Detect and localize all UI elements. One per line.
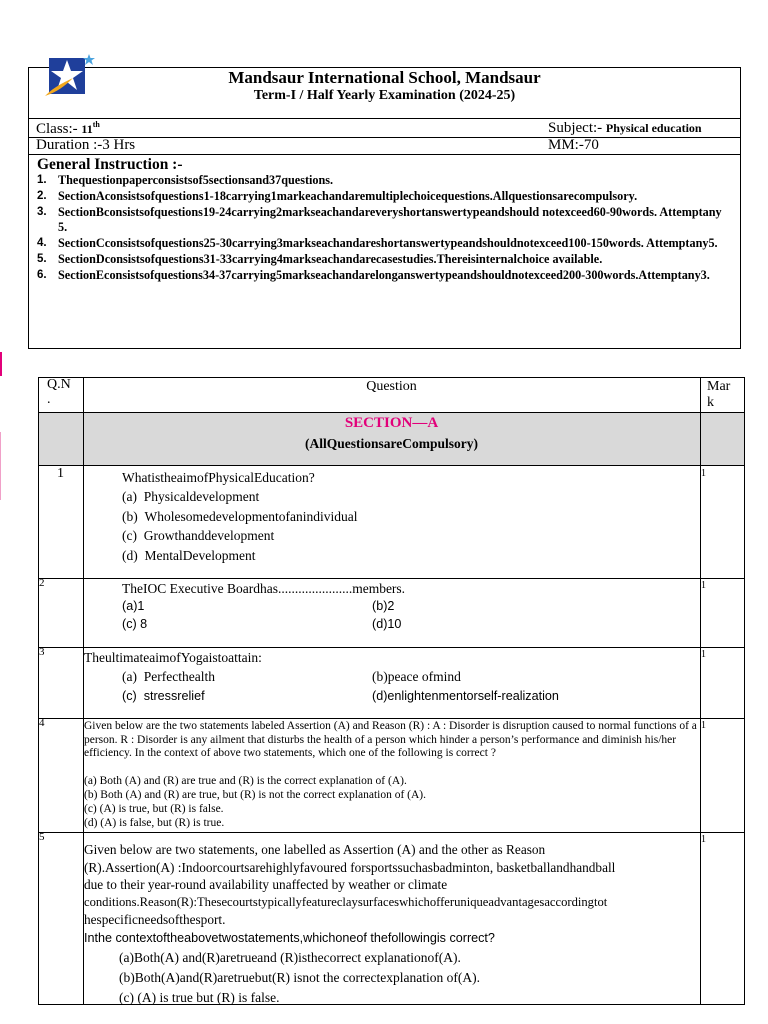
question-row-2 <box>38 578 745 648</box>
option-a: (a) Physicaldevelopment <box>122 489 260 504</box>
divider <box>29 118 740 119</box>
max-marks: MM:-70 <box>548 137 599 153</box>
option-b: (b) Wholesomedevelopmentofanindividual <box>122 509 358 524</box>
subject-label: Subject:- <box>548 120 606 136</box>
instruction-item <box>37 189 727 205</box>
section-a-row <box>38 412 745 466</box>
divider <box>29 154 740 155</box>
option-c: (c) (A) is true, but (R) is false. <box>84 803 224 815</box>
question-text: TheIOC Executive Boardhas......................members. <box>122 581 406 596</box>
instruction-num: 6. <box>37 268 47 281</box>
question-text: Given below are the two statements labeled Assertion (A) and Reason (R) : A : Disorder is disruption caused to normal functions of a person. R : Disorder is any ailment that disturbs the health of a person which hinder a person’s performance and diminish his/her efficiency. In the context of above two statements, which one of the following is correct ? <box>84 720 697 760</box>
option-c: (c) (A) is true but (R) is false. <box>119 990 280 1005</box>
question-mark: 1 <box>701 720 706 731</box>
question-prompt: Inthe contextoftheabovetwostatements,whichoneof thefollowingis correct? <box>84 931 495 945</box>
option-a: (a)Both(A) and(R)aretrueand (R)isthecorrect explanationof(A). <box>119 950 461 965</box>
question-number: 3 <box>39 646 45 658</box>
option-c: (c) stressrelief <box>122 689 205 703</box>
col-question-header: Question <box>366 379 417 394</box>
margin-mark <box>0 352 2 376</box>
instruction-item <box>37 173 727 189</box>
table-header-row <box>38 377 745 413</box>
col-qn-header: Q.N . <box>47 377 71 407</box>
question-table <box>38 377 746 1005</box>
exam-header <box>28 67 741 349</box>
option-a: (a)1 <box>122 599 145 613</box>
question-text: TheultimateaimofYogaistoattain: <box>84 650 262 665</box>
exam-name: Term-I / Half Yearly Examination (2024-25) <box>253 88 516 103</box>
instruction-num: 2. <box>37 189 47 202</box>
question-row-1 <box>38 465 745 579</box>
instruction-text: SectionDconsistsofquestions31-33carrying4markseachandarecasestudies.Thereisinternalchoice available. <box>58 251 603 266</box>
instruction-item <box>37 236 727 252</box>
option-d: (d) (A) is false, but (R) is true. <box>84 817 225 829</box>
class-value: 11 <box>81 122 93 136</box>
school-name: Mandsaur International School, Mandsaur <box>228 68 541 87</box>
subject-info <box>548 120 702 137</box>
instruction-text: SectionBconsistsofquestions19-24carrying2markseachandareveryshortanswertypeandshould notexceed60-90words. Attemptany5. <box>58 204 722 235</box>
instruction-text: SectionCconsistsofquestions25-30carrying3markseachandareshortanswertypeandshouldnotexceed100-150words. Attemptany5. <box>58 236 718 251</box>
divider <box>29 137 740 138</box>
option-a: (a) Both (A) and (R) are true and (R) is the correct explanation of (A). <box>84 775 407 787</box>
question-number: 2 <box>39 577 45 589</box>
question-row-3 <box>38 647 745 719</box>
duration: Duration :-3 Hrs <box>36 137 136 153</box>
instruction-num: 5. <box>37 252 47 265</box>
question-number: 5 <box>39 831 45 843</box>
general-instruction-title: General Instruction :- <box>37 156 183 173</box>
instruction-list <box>37 173 727 284</box>
option-a: (a) Perfecthealth <box>122 669 215 684</box>
question-mark: 1 <box>701 649 706 660</box>
option-b: (b)peace ofmind <box>372 669 461 684</box>
class-info <box>36 120 100 138</box>
class-label: Class:- <box>36 121 82 137</box>
question-row-5 <box>38 832 745 1005</box>
instruction-text: Thequestionpaperconsistsof5sectionsand37questions. <box>58 173 334 187</box>
option-b: (b) Both (A) and (R) are true, but (R) is not the correct explanation of (A). <box>84 789 427 801</box>
option-b: (b)2 <box>372 599 395 613</box>
question-text: Given below are two statements, one labelled as Assertion (A) and the other as Reason (R).Assertion(A) :Indoorcourtsarehighlyfavoured forsportssuchasbadminton, basketballandhandball due to their year-round availability unaffected by weather or climate conditions.Reason(R):Thesecourtstypicallyfeatureclaysurfaceswhichofferuniqueadvantagesaccordingtot hespecificneedsofthesport. <box>84 842 616 927</box>
subject-value: Physical education <box>605 121 702 135</box>
option-c: (c) Growthanddevelopment <box>122 528 275 543</box>
instruction-num: 1. <box>37 174 47 186</box>
margin-mark <box>0 432 1 500</box>
option-d: (d)enlightenmentorself-realization <box>372 689 559 703</box>
question-number: 4 <box>39 717 45 729</box>
question-mark: 1 <box>701 468 706 479</box>
question-row-4 <box>38 718 745 833</box>
section-title: SECTION—A <box>344 415 439 431</box>
question-mark: 1 <box>701 580 706 591</box>
option-c: (c) 8 <box>122 617 148 631</box>
instruction-item <box>37 268 727 284</box>
section-subtitle: (AllQuestionsareCompulsory) <box>304 436 478 451</box>
instruction-item <box>37 205 727 237</box>
instruction-num: 3. <box>37 205 47 218</box>
question-text: WhatistheaimofPhysicalEducation? <box>122 470 315 485</box>
instruction-num: 4. <box>37 237 47 250</box>
instruction-text: SectionEconsistsofquestions34-37carrying5markseachandarelonganswertypeandshouldnotexceed200-300words.Attemptany3. <box>58 267 710 282</box>
class-sup: th <box>92 120 100 129</box>
instruction-item <box>37 252 727 268</box>
option-d: (d) MentalDevelopment <box>122 548 256 563</box>
col-mark-header: Mar k <box>707 379 731 410</box>
instruction-text: SectionAconsistsofquestions1-18carrying1markeachandaremultiplechoicequestions.Allquestionsarecompulsory. <box>58 188 638 203</box>
question-number: 1 <box>57 466 64 481</box>
option-d: (d)10 <box>372 617 402 631</box>
question-mark: 1 <box>701 834 706 845</box>
option-b: (b)Both(A)and(R)aretruebut(R) isnot the correctexplanation of(A). <box>119 970 481 985</box>
